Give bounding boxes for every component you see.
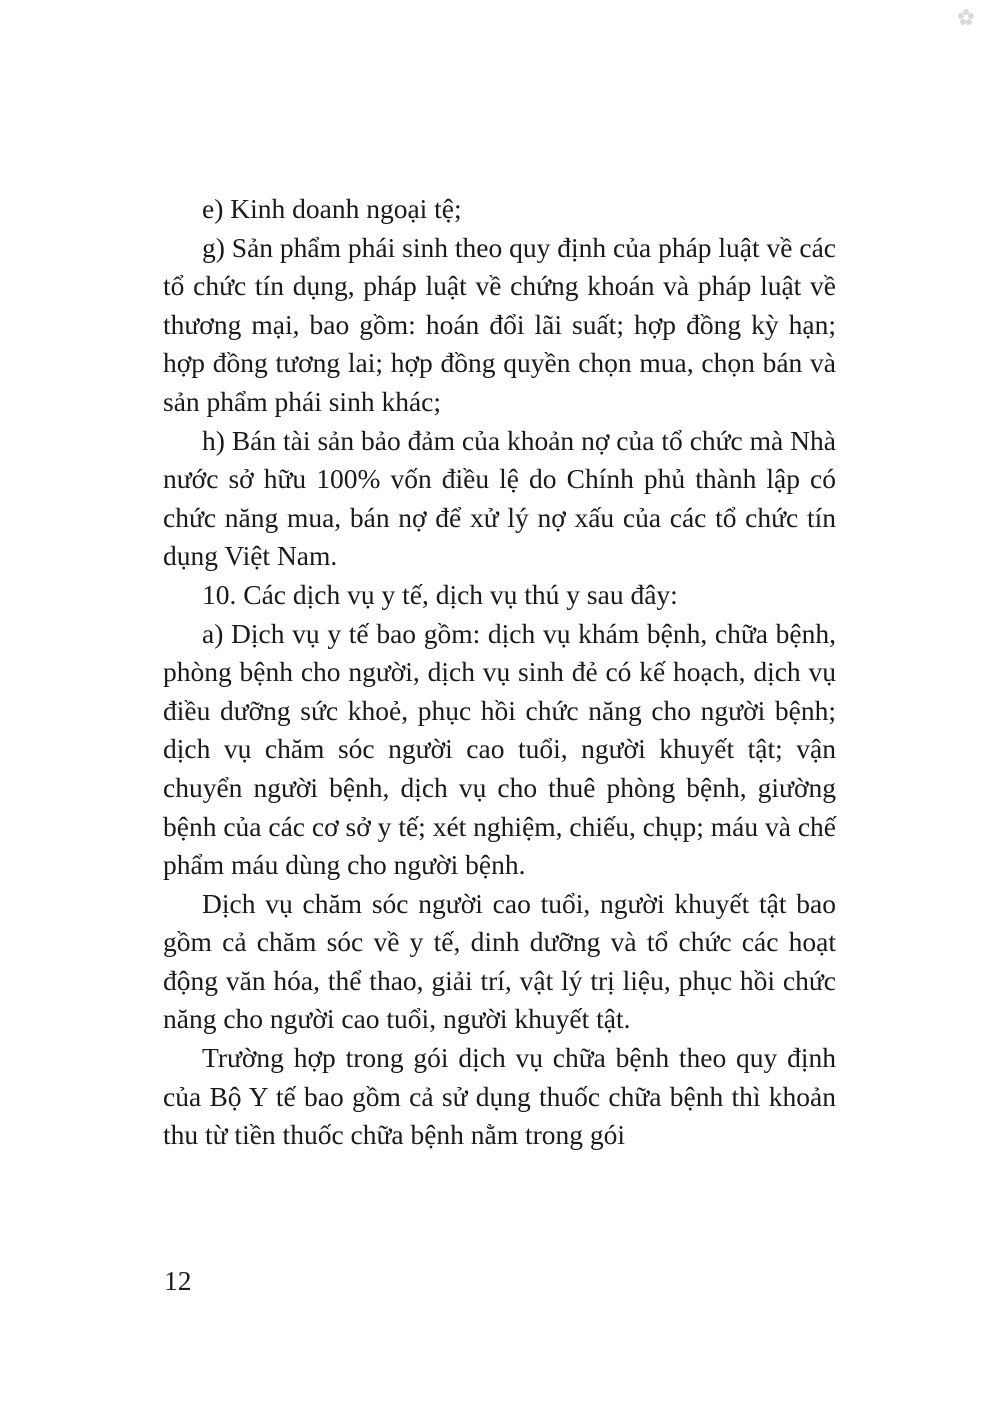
paragraph-e-foreign-currency: e) Kinh doanh ngoại tệ; (202, 193, 462, 224)
paragraph-h-collateral-sale: h) Bán tài sản bảo đảm của khoản nợ của tổ chức mà Nhà nước sở hữu 100% vốn điều lệ do Chính phủ thành lập có chức năng mua, bán nợ để xử lý nợ xấu của các tổ chức tín dụng Việt Nam. (163, 424, 836, 572)
paragraph-a-medical-services: a) Dịch vụ y tế bao gồm: dịch vụ khám bệnh, chữa bệnh, phòng bệnh cho người, dịch vụ sinh đẻ có kế hoạch, dịch vụ điều dưỡng sức khoẻ, phục hồi chức năng cho người bệnh; dịch vụ chăm sóc người cao tuổi, người khuyết tật; vận chuyển người bệnh, dịch vụ cho thuê phòng bệnh, giường bệnh của các cơ sở y tế; xét nghiệm, chiếu, chụp; máu và chế phẩm máu dùng cho người bệnh. (163, 617, 836, 881)
paragraph-10-medical-services: 10. Các dịch vụ y tế, dịch vụ thú y sau đây: (202, 578, 678, 610)
page-body-text (163, 190, 836, 1155)
paragraph-treatment-package: Trường hợp trong gói dịch vụ chữa bệnh theo quy định của Bộ Y tế bao gồm cả sử dụng thuốc chữa bệnh thì khoản thu từ tiền thuốc chữa bệnh nằm trong gói (163, 1042, 836, 1151)
paragraph-elderly-care: Dịch vụ chăm sóc người cao tuổi, người khuyết tật bao gồm cả chăm sóc về y tế, dinh dưỡng và tổ chức các hoạt động văn hóa, thể thao, giải trí, vật lý trị liệu, phục hồi chức năng cho người cao tuổi, người khuyết tật. (163, 887, 836, 1035)
paragraph-g-derivatives: g) Sản phẩm phái sinh theo quy định của pháp luật về các tổ chức tín dụng, pháp luật về chứng khoán và pháp luật về thương mại, bao gồm: hoán đổi lãi suất; hợp đồng kỳ hạn; hợp đồng tương lai; hợp đồng quyền chọn mua, chọn bán và sản phẩm phái sinh khác; (163, 231, 836, 417)
page-number: 12 (164, 1265, 192, 1296)
flower-logo-icon (957, 8, 975, 26)
